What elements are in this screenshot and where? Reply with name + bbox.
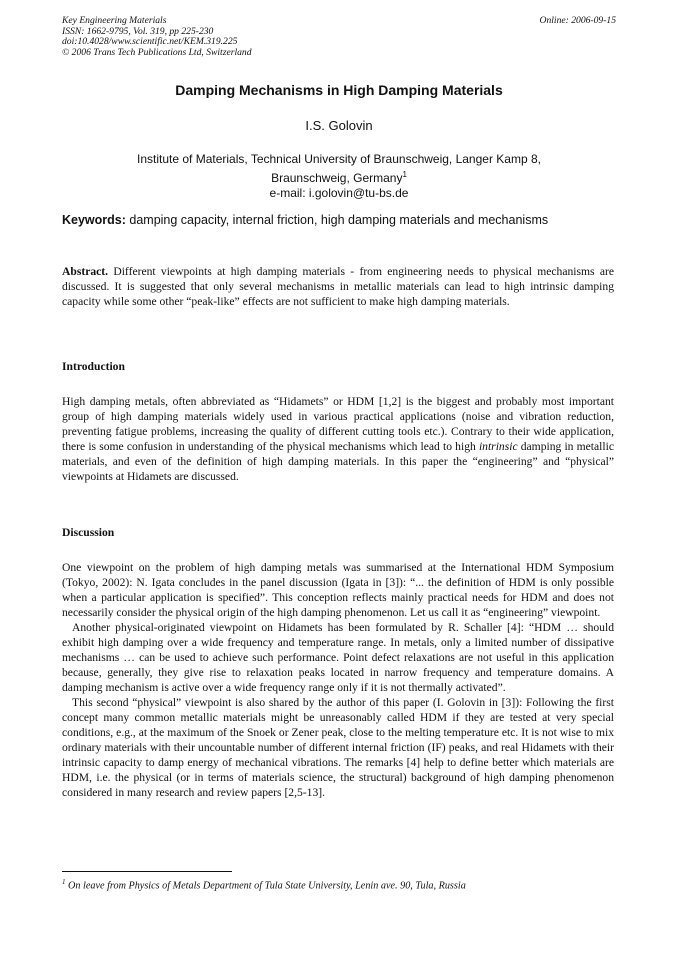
abstract [62, 264, 614, 309]
discussion-section [62, 560, 614, 800]
introduction-paragraph [62, 394, 614, 484]
discussion-paragraph-3: This second “physical” viewpoint is also shared by the author of this paper (I. Golovin in [3]): Following the first concept many common metallic materials might be unreasonably called HDM if they are tested at very special conditions, e.g., at the maximum of the Snoek or Zener peak, close to the melting temperature etc. It is not wise to mix ordinary materials with their uncountable number of different internal friction (IF) peaks, and real Hidamets with their intrinsic capacity to damp energy of mechanical vibrations. The remarks [4] help to define better which materials are HDM, i.e. the physical (or in terms of materials science, the structural) background of high damping phenomenon considered in many research and review papers [2,5-13]. [62, 696, 614, 799]
introduction-heading: Introduction [62, 360, 125, 373]
paper-title: Damping Mechanisms in High Damping Materials [175, 82, 503, 98]
online-date: Online: 2006-09-15 [539, 15, 616, 26]
doi-line: doi:10.4028/www.scientific.net/KEM.319.225 [62, 36, 238, 48]
introduction-text-a: High damping metals, often abbreviated as “Hidamets” or HDM [1,2] is the biggest and probably most important group of high damping materials widely used in various practical applications (noise and vibration reduction, preventing fatigue problems, increasing the quality of different cutting tools etc.). Contrary to their wide application, there is some confusion in understanding of the physical mechanisms which lead to high [62, 395, 614, 453]
footnote-text: On leave from Physics of Metals Department of Tula State University, Lenin ave. 90, Tula, Russia [65, 880, 466, 892]
abstract-text: Different viewpoints at high damping materials - from engineering needs to physical mechanisms are discussed. It is suggested that only several mechanisms in metallic materials can lead to high intrinsic damping capacity while some other “peak-like” effects are not sufficient to make high damping materials. [62, 265, 614, 308]
abstract-label: Abstract. [62, 265, 109, 278]
footnote-divider [62, 871, 232, 872]
discussion-heading: Discussion [62, 526, 115, 539]
affiliation-city: Braunschweig, Germany [271, 171, 403, 185]
keywords [62, 213, 622, 227]
affiliation-line-1: Institute of Materials, Technical University of Braunschweig, Langer Kamp 8, [137, 152, 541, 166]
affiliation-footnote-mark: 1 [402, 170, 407, 179]
keywords-text: damping capacity, internal friction, high damping materials and mechanisms [125, 213, 549, 227]
discussion-paragraph-2: Another physical-originated viewpoint on Hidamets has been formulated by R. Schaller [4]: “HDM … should exhibit high damping over a wide frequency and temperature range. In metals, only a limited number of dissipative mechanisms … can be used to achieve such performance. Point defect relaxations are not useful in this application because, generally, they give rise to relaxation peaks located in narrow frequency and temperature domains. A damping mechanism is active over a wide frequency range only if it is not thermally activated”. [62, 621, 614, 694]
issn-line: ISSN: 1662-9795, Vol. 319, pp 225-230 [62, 25, 214, 37]
author-name: I.S. Golovin [305, 118, 373, 133]
discussion-paragraph-1: One viewpoint on the problem of high damping metals was summarised at the International HDM Symposium (Tokyo, 2002): N. Igata concludes in the panel discussion (Igata in [3]): “... the definition of HDM is only possible when a particular application is specified”. This conception reflects mainly practical needs for HDM and does not necessarily consider the physical origin of the high damping phenomenon. Let us call it as “engineering” viewpoint. [62, 561, 614, 619]
keywords-label: Keywords: [62, 213, 126, 227]
journal-name: Key Engineering Materials [62, 15, 167, 26]
journal-header [62, 16, 252, 58]
introduction-emphasis: intrinsic [478, 440, 518, 453]
introduction-text-b: damping in metallic materials, and even of the definition of high damping materials. In this paper the “engineering” and “physical” viewpoints at Hidamets are discussed. [62, 440, 614, 483]
footnote [62, 878, 622, 891]
affiliation [60, 152, 618, 201]
affiliation-line-2 [60, 167, 618, 186]
copyright-line: © 2006 Trans Tech Publications Ltd, Switzerland [62, 46, 252, 58]
footnote-mark: 1 [62, 878, 66, 886]
author-email: e-mail: i.golovin@tu-bs.de [269, 186, 409, 200]
